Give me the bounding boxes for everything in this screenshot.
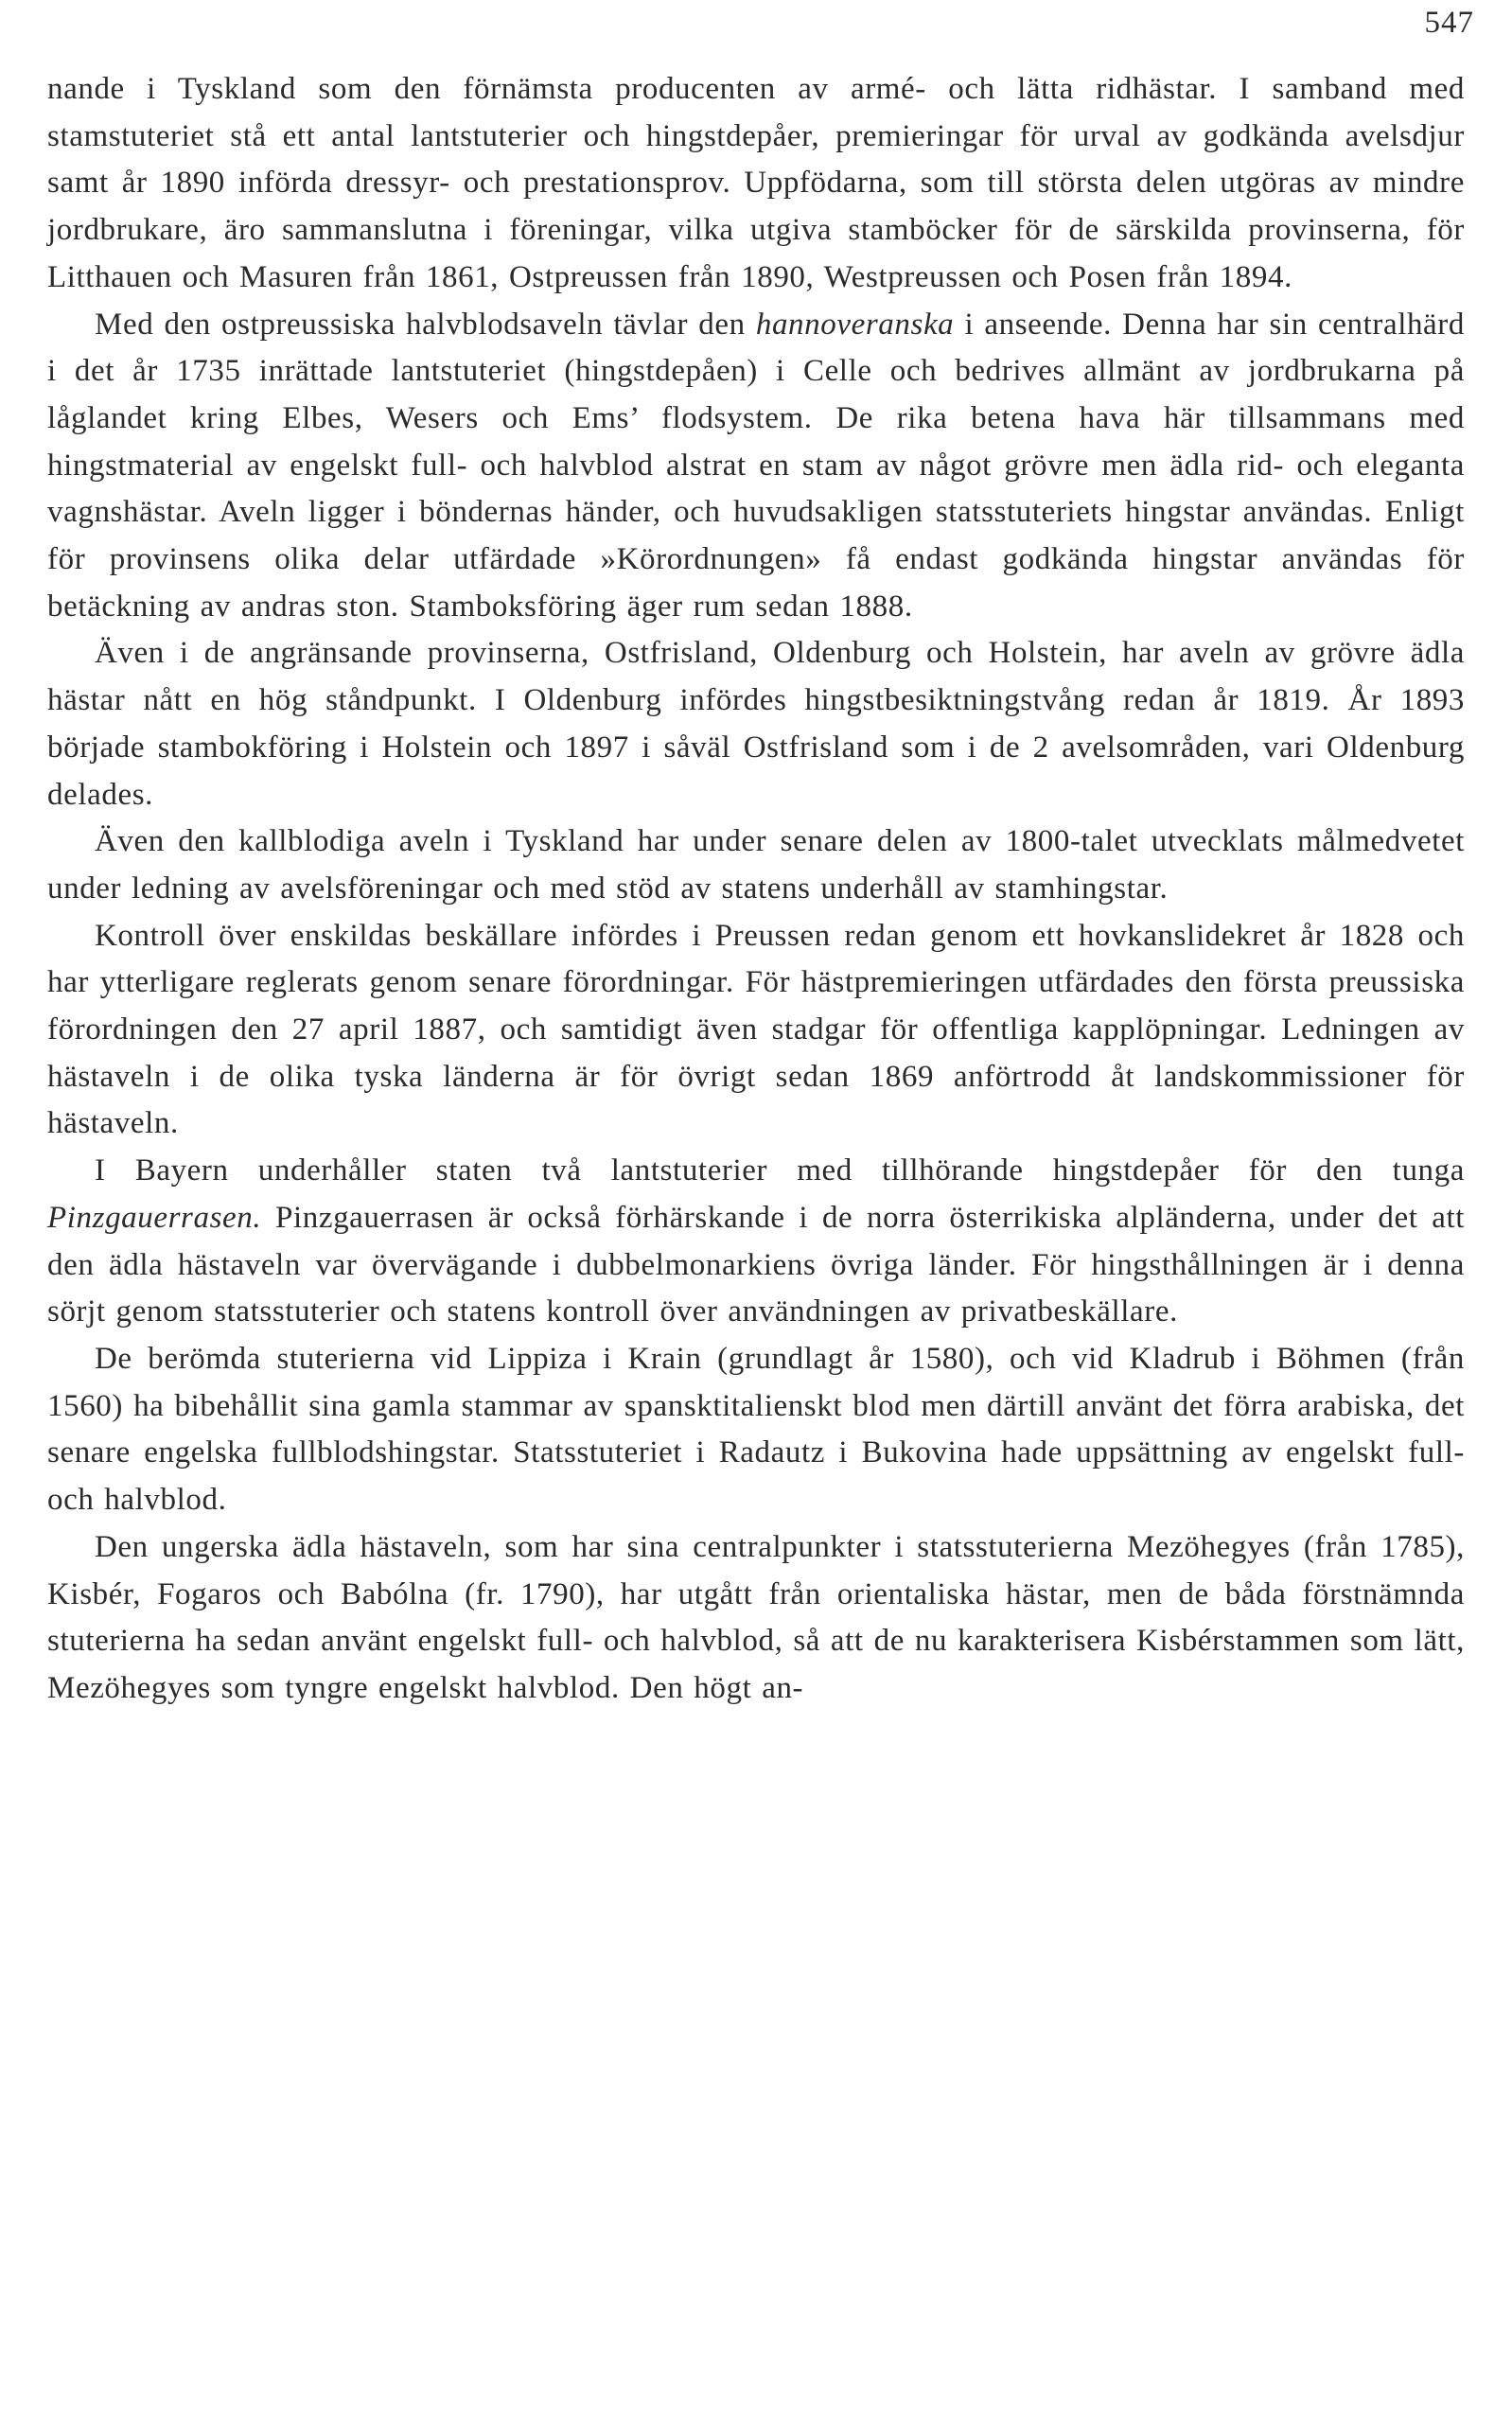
text-segment: Den ungerska ädla hästaveln, som har sina centralpunkter i statsstuterierna Mezöhegyes (från 1785), Kisbér, Fogaros och Babólna (fr. 1790), har utgått från orientaliska hästar, men de båda förstnämnda stuterierna ha sedan använt engelskt full- och halvblod, så att de nu karakterisera Kisbérstammen som lätt, Mezöhegyes som tyngre engelskt halvblod. Den högt an- (47, 1529, 1465, 1705)
paragraph-6 (47, 1148, 1465, 1336)
paragraph-7 (47, 1336, 1465, 1524)
text-segment: De berömda stuterierna vid Lippiza i Krain (grundlagt år 1580), och vid Kladrub i Böhmen (från 1560) ha bibehållit sina gamla stammar av spansktitalienskt blod men därtill använt det förra arabiska, det senare engelska fullblodshingstar. Statsstuteriet i Radautz i Bukovina hade uppsättning av engelskt full- och halvblod. (47, 1341, 1465, 1518)
paragraph-5 (47, 913, 1465, 1149)
text-segment: Även den kallblodiga aveln i Tyskland har under senare delen av 1800-talet utvecklats målmedvetet under ledning av avelsföreningar och med stöd av statens underhåll av stamhingstar. (47, 824, 1465, 906)
text-segment: i anseende. Denna har sin centralhärd i det år 1735 inrättade lantstuteriet (hingstdepåen) i Celle och bedrives allmänt av jordbrukarna på låglandet kring Elbes, Wesers och Ems’ flodsystem. De rika betena hava här tillsammans med hingstmaterial av engelskt full- och halvblod alstrat en stam av något grövre men ädla rid- och eleganta vagnshästar. Aveln ligger i böndernas händer, och huvudsakligen statsstuteriets hingstar användas. Enligt för provinsens olika delar utfärdade »Körordnungen» få endast godkända hingstar användas för betäckning av andras ston. Stamboksföring äger rum sedan 1888. (47, 307, 1465, 624)
text-segment: Kontroll över enskildas beskällare infördes i Preussen redan genom ett hovkanslidekret år 1828 och har ytterligare reglerats genom senare förordningar. För hästpremieringen utfärdades den första preussiska förordningen den 27 april 1887, och samtidigt även stadgar för offentliga kapplöpningar. Ledningen av hästaveln i de olika tyska länderna är för övrigt sedan 1869 anförtrodd åt landskommissioner för hästaveln. (47, 918, 1465, 1141)
paragraph-2 (47, 302, 1465, 631)
italic-term-pinzgauerrasen: Pinzgauerrasen. (47, 1200, 262, 1235)
text-segment: nande i Tyskland som den förnämsta producenten av armé- och lätta ridhästar. I samband med stamstuteriet stå ett antal lantstuterier och hingstdepåer, premieringar för urval av godkända avelsdjur samt år 1890 införda dressyr- och prestationsprov. Uppfödarna, som till största delen utgöras av mindre jordbrukare, äro sammanslutna i föreningar, vilka utgiva stamböcker för de särskilda provinserna, för Litthauen och Masuren från 1861, Ostpreussen från 1890, Westpreussen och Posen från 1894. (47, 72, 1465, 294)
paragraph-4 (47, 818, 1465, 912)
paragraph-3 (47, 630, 1465, 818)
paragraph-1 (47, 66, 1465, 302)
text-segment: Pinzgauerrasen är också förhärskande i de norra österrikiska alpländerna, under det att den ädla hästaveln var övervägande i dubbelmonarkiens övriga länder. För hingsthållningen är i denna sörjt genom statsstuterier och statens kontroll över användningen av privatbeskällare. (47, 1200, 1465, 1329)
text-segment: Även i de angränsande provinserna, Ostfrisland, Oldenburg och Holstein, har aveln av grövre ädla hästar nått en hög ståndpunkt. I Oldenburg infördes hingstbesiktningstvång redan år 1819. År 1893 började stambokföring i Holstein och 1897 i såväl Ostfrisland som i de 2 avelsområden, vari Oldenburg delades. (47, 636, 1465, 812)
italic-term-hannoveranska: hannoveranska (755, 307, 955, 342)
text-segment: I Bayern underhåller staten två lantstuterier med tillhörande hingstdepåer för den tunga (95, 1153, 1465, 1188)
paragraph-8 (47, 1524, 1465, 1713)
text-segment: Med den ostpreussiska halvblodsaveln tävlar den (95, 307, 756, 342)
page-number: 547 (1424, 6, 1474, 40)
body-text (47, 66, 1465, 1713)
